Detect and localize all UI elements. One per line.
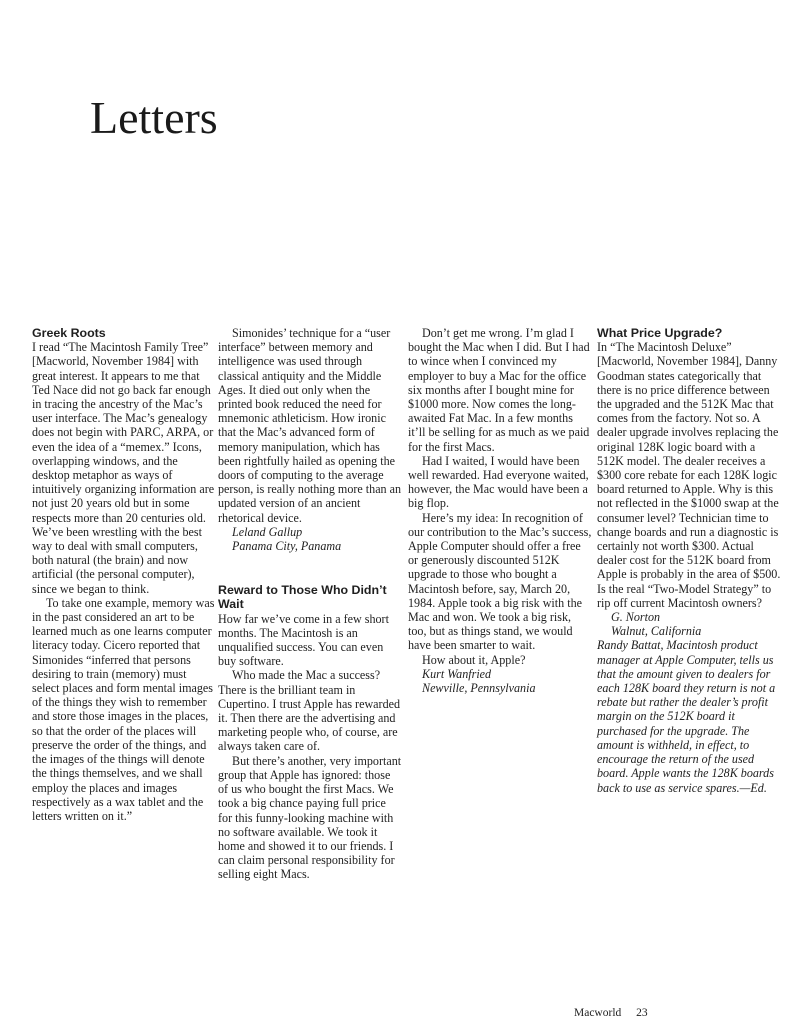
letter-paragraph: Don’t get me wrong. I’m glad I bought the Mac when I did. But I had to wince when I convinced my employer to buy a Mac for the office six months after I bought mine for $1000 more. Now comes the long-awaited Fat Mac. In a few months it’ll be selling for as much as we paid for the first Macs. [408,326,590,454]
editor-note: Randy Battat, Macintosh product manager at Apple Computer, tells us that the amount given to dealers for each 128K board they return is not a rebate but rather the dealer’s profit margin on the 512K board it purchased for the upgrade. The amount is withheld, in effect, to encourage the return of the used board. Apple wants the 128K boards back to use as service spares.—Ed. [597,638,776,795]
letter-paragraph: But there’s another, very important group that Apple has ignored: those of us who bought the first Macs. We took a big chance paying full price for this funny-looking machine with no software available. We took it home and showed it to our friends. I can claim personal responsibility for selling eight Macs. [218,753,402,882]
letter-paragraph: Simonides’ technique for a “user interface” between memory and intelligence was used through classical antiquity and the Middle Ages. It died out only when the printed book reduced the need for mnemonic athleticism. How ironic that the Mac’s advanced form of memory manipulation, which has been rightfully hailed as opening the doors of computing to the average person, is really nothing more than an updated version of an ancient rhetorical device. [218,326,402,525]
signature-place: Walnut, California [611,624,702,639]
letter-heading-reward: Reward to Those Who Didn’t Wait [218,583,387,612]
letter-paragraph: Here’s my idea: In recognition of our contribution to the Mac’s success, Apple Computer should offer a free or generously discounted 512K upgrade to those who bought a Macintosh before, say, March 20, 1984. Apple took a big risk with the Mac and won. We took a big risk, too, but as things stand, we would have been smarter to wait. [408,510,592,653]
letter-paragraph: Who made the Mac a success? There is the brilliant team in Cupertino. I trust Apple has rewarded it. Then there are the advertising and marketing people who, of course, are always taken care of. [218,668,401,754]
page-title: Letters [90,91,218,143]
letter-heading-greek-roots: Greek Roots [32,326,106,340]
signature-name: Leland Gallup [232,524,303,539]
letter-paragraph: To take one example, memory was in the past considered an art to be learned much as one learns computer literacy today. Cicero reported that Simonides “inferred that persons desiring to train (memory) must select places and form mental images of the things they wish to remember and store those images in the places, so that the order of the places will preserve the order of the things, and the images of the things will denote the things themselves, and we shall employ the places and images respectively as a wax tablet and the letters written on it.” [32,595,215,823]
signature-name: G. Norton [611,610,661,625]
column-4 [597,326,781,795]
letter-paragraph: How far we’ve come in a few short months. The Macintosh is an unqualified success. You can even buy software. [218,611,389,669]
letter-paragraph: In “The Macintosh Deluxe” [Macworld, November 1984], Danny Goodman states categorically that there is no price difference between the upgraded and the 512K Mac that comes from the factory. Not so. A dealer upgrade involves replacing the original 128K logic board with a 512K model. The dealer receives a $300 core rebate for each 128K logic board returned to Apple. Why is this not reflected in the $1000 swap at the consumer level? Technician time to change boards and run a diagnostic is certainly not worth $300. Actual dealer cost for the 512K board from Apple is probably in the area of $500. Is the real “Two-Model Strategy” to rip off current Macintosh owners? [597,340,781,610]
publication-name: Macworld [574,1007,622,1019]
signature-place: Panama City, Panama [232,539,342,554]
letter-paragraph: How about it, Apple? [422,652,526,667]
letter-paragraph: Had I waited, I would have been well rewarded. Had everyone waited, however, the Mac would have been a big flop. [408,453,589,511]
letter-paragraph: I read “The Macintosh Family Tree” [Macworld, November 1984] with great interest. It appears to me that Ted Nace did not go back far enough in tracing the ancestry of the Mac’s user interface. The Mac’s genealogy does not begin with PARC, ARPA, or even the idea of a “memex.” Icons, overlapping windows, and the desktop metaphor as ways of intuitively organizing information are not just 20 years old but in some respects more than 20 centuries old. We’ve been wrestling with the best way to deal with small computers, both natural (the brain) and now artificial (the personal computer), since we began to think. [32,340,215,596]
signature-name: Kurt Wanfried [422,666,492,681]
page-footer [574,1007,660,1019]
column-3 [408,326,592,695]
column-2 [218,326,402,882]
signature-place: Newville, Pennsylvania [422,681,536,696]
page-number: 23 [636,1007,648,1019]
letter-heading-upgrade: What Price Upgrade? [597,326,723,340]
column-1 [32,326,216,823]
